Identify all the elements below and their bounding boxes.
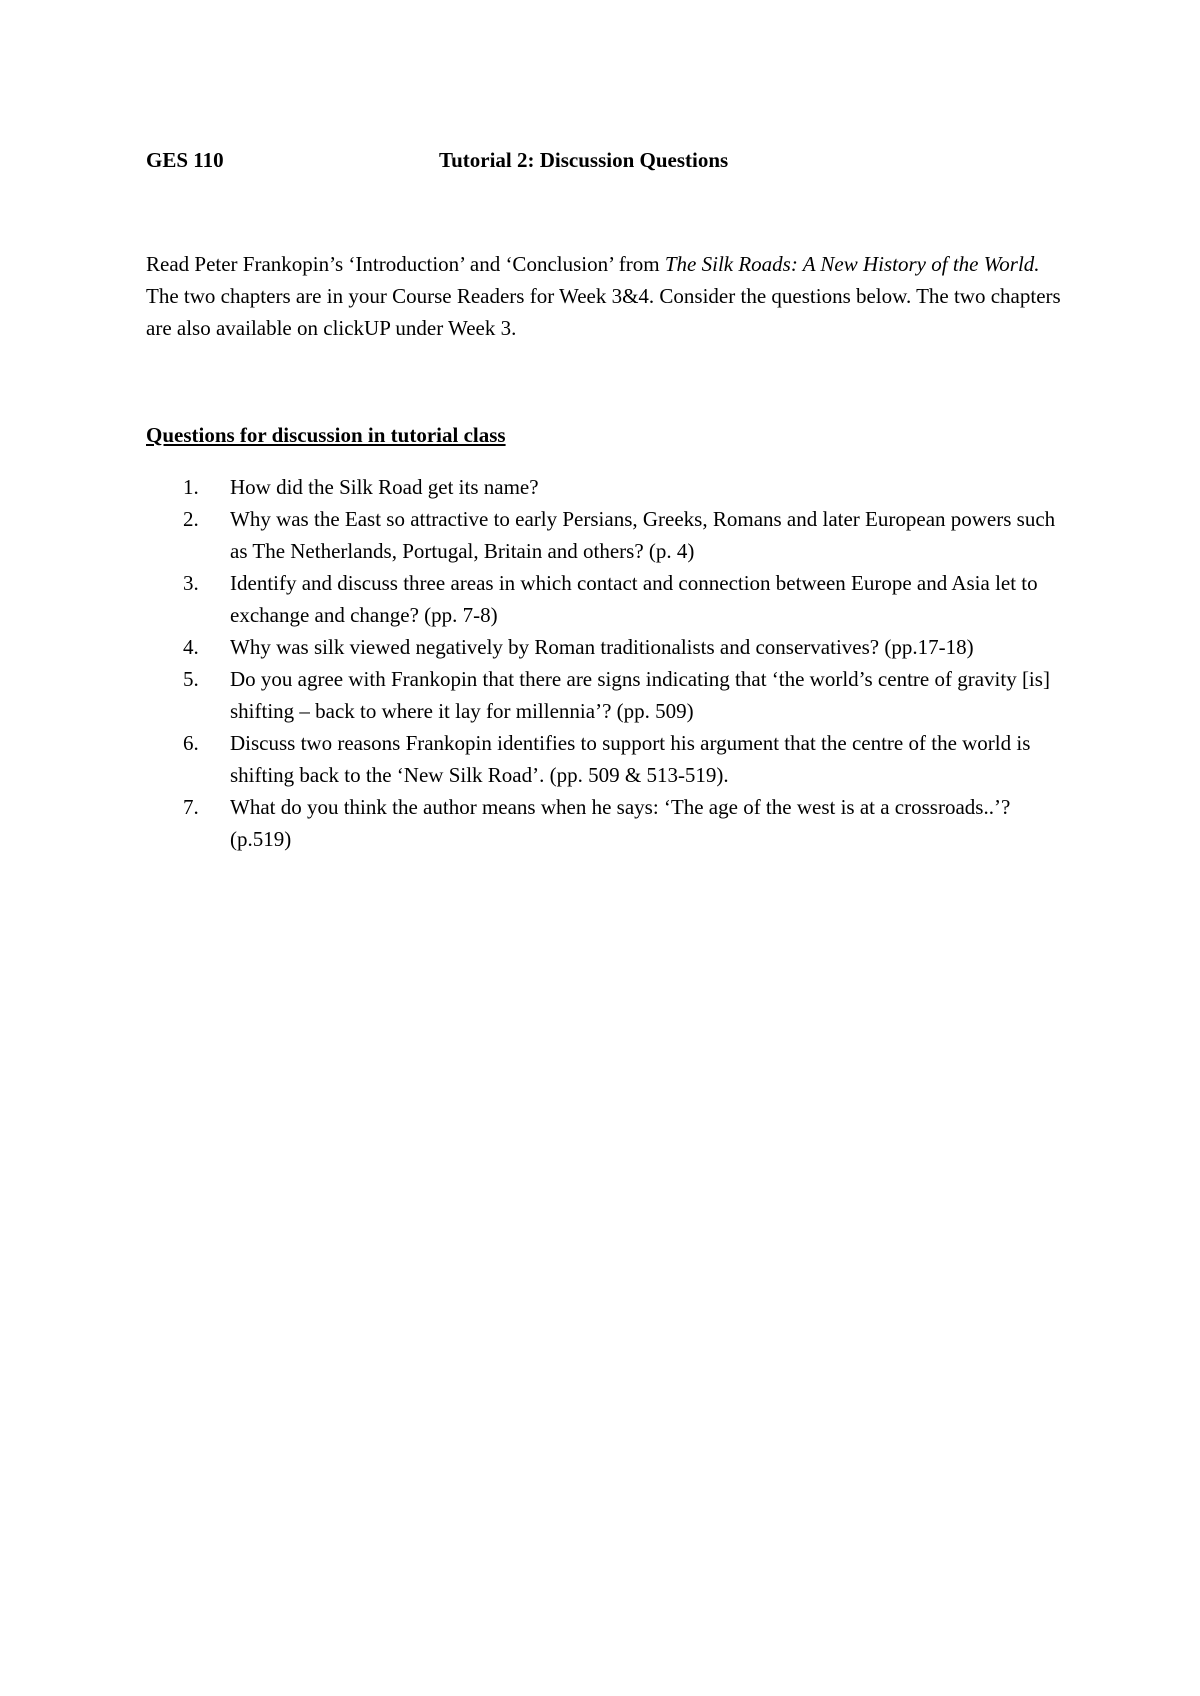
question-number: 7. [183,795,199,819]
question-text: Discuss two reasons Frankopin identifies to support his argument that the centre of the world is shifting back to the ‘New Silk Road’. (pp. 509 & 513-519). [230,731,1031,787]
question-text: Why was silk viewed negatively by Roman traditionalists and conservatives? (pp.17-18) [230,635,974,659]
question-text: How did the Silk Road get its name? [230,475,539,499]
question-number: 4. [183,635,199,659]
question-text: Identify and discuss three areas in which contact and connection between Europe and Asia let to exchange and change? (pp. 7-8) [230,571,1038,627]
question-number: 6. [183,731,199,755]
question-number: 3. [183,571,199,595]
list-item [146,567,1076,631]
list-item [146,663,1076,727]
question-text: What do you think the author means when he says: ‘The age of the west is at a crossroads..’? (p.519) [230,795,1011,851]
section-heading: Questions for discussion in tutorial class [146,423,506,447]
question-list [146,471,1076,855]
book-title: The Silk Roads: A New History of the World. [664,252,1040,276]
question-text: Why was the East so attractive to early Persians, Greeks, Romans and later European powers such as The Netherlands, Portugal, Britain and others? (p. 4) [230,507,1056,563]
list-item [146,727,1076,791]
intro-text-start: Read Peter Frankopin’s ‘Introduction’ and ‘Conclusion’ from [146,252,665,276]
question-number: 2. [183,507,199,531]
course-code: GES 110 [146,148,224,172]
question-text: Do you agree with Frankopin that there are signs indicating that ‘the world’s centre of gravity [is] shifting – back to where it lay for millennia’? (pp. 509) [230,667,1050,723]
question-number: 1. [183,475,199,499]
list-item [146,791,1076,855]
list-item [146,503,1076,567]
list-item [146,471,1076,503]
intro-text-end: The two chapters are in your Course Readers for Week 3&4. Consider the questions below. The two chapters are also available on clickUP under Week 3. [146,284,1061,340]
page-title: Tutorial 2: Discussion Questions [439,148,729,172]
list-item [146,631,1076,663]
question-number: 5. [183,667,199,691]
intro-paragraph [146,248,1076,344]
